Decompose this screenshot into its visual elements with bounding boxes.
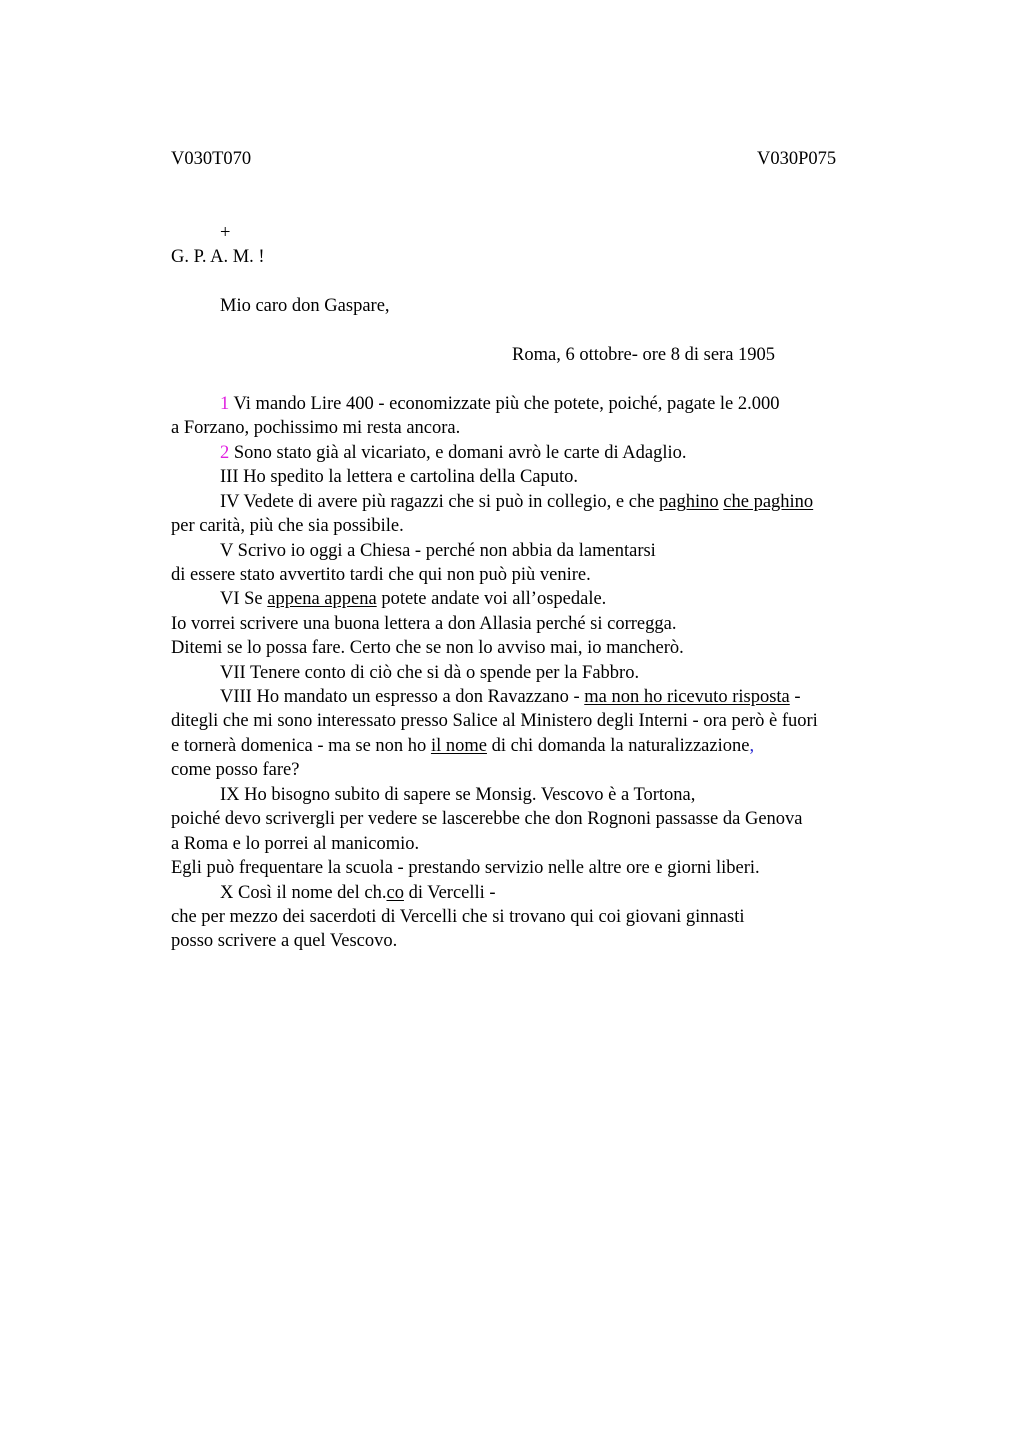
item-2	[220, 444, 686, 463]
item-text: IV Vedete di avere più ragazzi che si può in collegio, e che	[220, 492, 660, 512]
item-6	[220, 590, 606, 609]
header-left-code: V030T070	[171, 149, 252, 169]
item-7: VII Tenere conto di ciò che si dà o spende per la Fabbro.	[220, 663, 640, 683]
item-text: potete andate voi all’ospedale.	[376, 589, 607, 609]
item-3: III Ho spedito la lettera e cartolina della Caputo.	[220, 467, 579, 487]
item-8-continuation-3: come posso fare?	[171, 760, 300, 780]
accent-comma: ,	[749, 736, 755, 756]
item-4-continuation: per carità, più che sia possibile.	[171, 516, 404, 536]
item-8-continuation-2	[171, 737, 754, 756]
header-right-code: V030P075	[757, 149, 837, 169]
item-9-continuation-1: poiché devo scrivergli per vedere se lascerebbe che don Rognoni passasse da Genova	[171, 809, 803, 829]
salutation: Mio caro don Gaspare,	[220, 296, 390, 316]
item-text: VIII Ho mandato un espresso a don Ravazzano -	[220, 687, 585, 707]
item-number: 2	[220, 443, 230, 463]
item-text: di Vercelli -	[403, 883, 496, 903]
item-text: X Così il nome del ch.	[220, 883, 387, 903]
item-8	[220, 688, 801, 707]
item-8-continuation-1: ditegli che mi sono interessato presso Salice al Ministero degli Interni - ora però è fuori	[171, 711, 818, 731]
motto: G. P. A. M. !	[171, 247, 265, 267]
item-text: VI Se	[220, 589, 268, 609]
item-4	[220, 493, 813, 512]
cross-mark: +	[220, 223, 231, 243]
item-5: V Scrivo io oggi a Chiesa - perché non abbia da lamentarsi	[220, 541, 656, 561]
item-1	[220, 395, 780, 414]
item-text: Sono stato già al vicariato, e domani avrò le carte di Adaglio.	[229, 443, 687, 463]
item-5-continuation: di essere stato avvertito tardi che qui non può più venire.	[171, 565, 591, 585]
underlined-text: appena appena	[267, 589, 377, 609]
underlined-text: il nome	[430, 736, 487, 756]
item-9: IX Ho bisogno subito di sapere se Monsig. Vescovo è a Tortona,	[220, 785, 696, 805]
underlined-text: ma non ho ricevuto risposta	[584, 687, 790, 707]
item-9-continuation-2: a Roma e lo porrei al manicomio.	[171, 834, 420, 854]
item-10	[220, 884, 496, 903]
item-9-continuation-3: Egli può frequentare la scuola - prestando servizio nelle altre ore e giorni liberi.	[171, 858, 760, 878]
underlined-text: co	[386, 883, 404, 903]
underlined-text: che paghino	[723, 492, 814, 512]
underlined-text: paghino	[659, 492, 719, 512]
item-text: -	[789, 687, 801, 707]
item-text: e tornerà domenica - ma se non ho	[171, 736, 431, 756]
item-number: 1	[220, 394, 230, 414]
item-10-continuation-1: che per mezzo dei sacerdoti di Vercelli che si trovano qui coi giovani ginnasti	[171, 907, 745, 927]
dateline: Roma, 6 ottobre- ore 8 di sera 1905	[512, 345, 776, 365]
item-text: Vi mando Lire 400 - economizzate più che potete, poiché, pagate le 2.000	[229, 394, 780, 414]
item-10-continuation-2: posso scrivere a quel Vescovo.	[171, 931, 398, 951]
item-6-continuation-2: Ditemi se lo possa fare. Certo che se non lo avviso mai, io mancherò.	[171, 638, 684, 658]
item-6-continuation-1: Io vorrei scrivere una buona lettera a don Allasia perché si corregga.	[171, 614, 677, 634]
item-text: di chi domanda la naturalizzazione	[486, 736, 750, 756]
item-1-continuation: a Forzano, pochissimo mi resta ancora.	[171, 418, 461, 438]
